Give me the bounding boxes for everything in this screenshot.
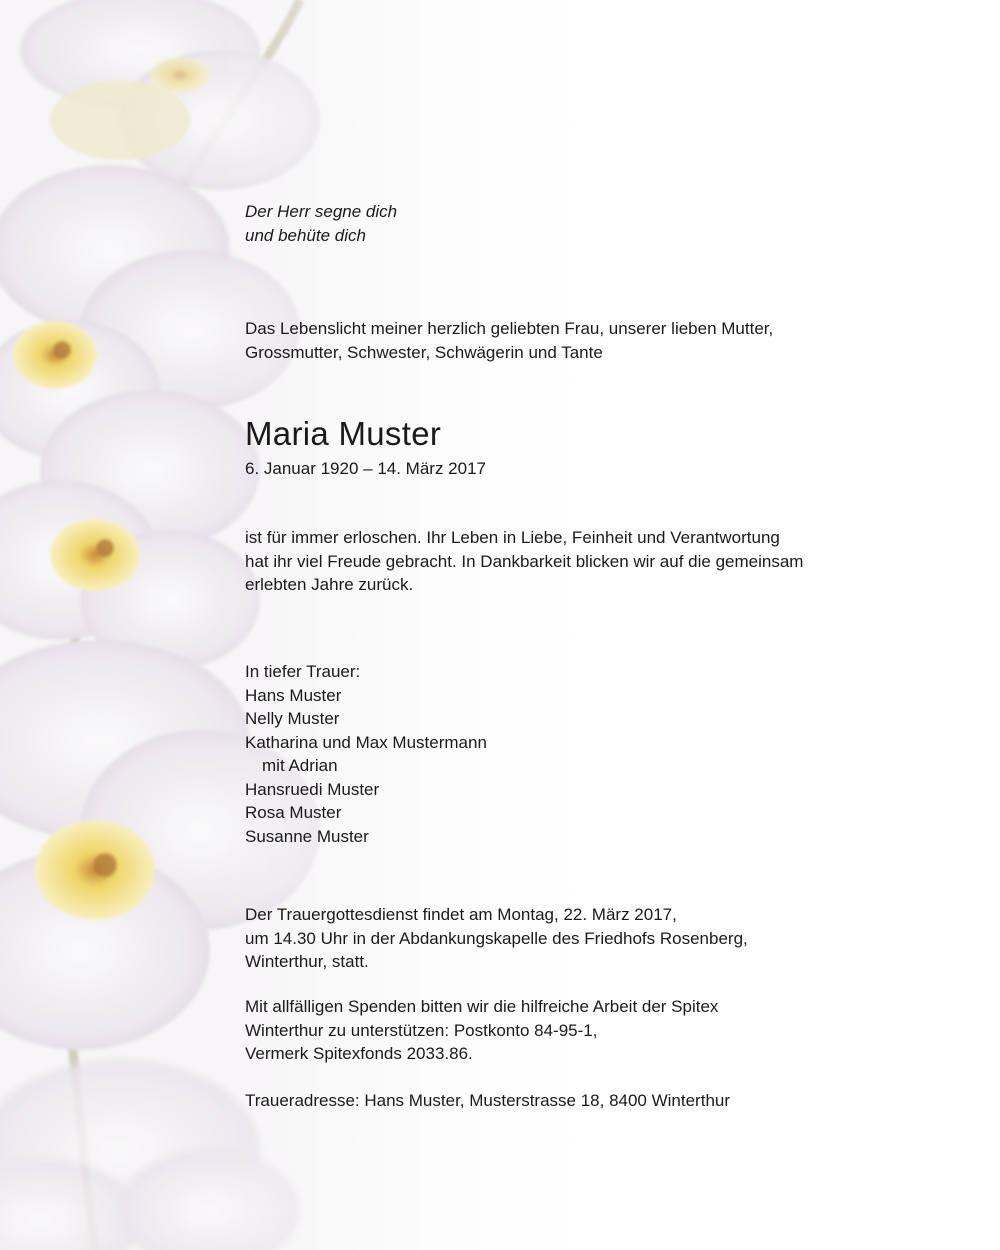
mourning-address: Traueradresse: Hans Muster, Musterstrasse 18, 8400 Winterthur [245,1091,731,1110]
donation-line: Winterthur zu unterstützen: Postkonto 84-95-1, [245,1020,598,1040]
body-text [245,526,803,597]
service-line: um 14.30 Uhr in der Abdankungskapelle des Friedhofs Rosenberg, [245,928,748,948]
mourner-name: Katharina und Max Mustermann [245,732,487,752]
service-line: Winterthur, statt. [245,952,369,971]
donation-info [245,995,718,1066]
mourners-list [245,660,487,848]
mourner-name: Susanne Muster [245,826,369,846]
body-line: hat ihr viel Freude gebracht. In Dankbarkeit blicken wir auf die gemeinsam [245,551,804,571]
funeral-service-info [245,903,748,974]
motto-line: Der Herr segne dich [245,202,398,221]
intro-line: Das Lebenslicht meiner herzlich geliebten Frau, unserer lieben Mutter, [245,319,774,338]
mourner-name: Nelly Muster [245,709,340,728]
mourner-name: Hans Muster [245,685,342,705]
deceased-name: Maria Muster [245,415,442,452]
donation-line: Vermerk Spitexfonds 2033.86. [245,1044,473,1063]
mourner-name: Rosa Muster [245,803,342,822]
body-line: erlebten Jahre zurück. [245,575,414,594]
blessing-motto [245,200,397,247]
mourner-name: Hansruedi Muster [245,779,380,799]
intro-line: Grossmutter, Schwester, Schwägerin und Tante [245,342,603,362]
donation-line: Mit allfälligen Spenden bitten wir die hilfreiche Arbeit der Spitex [245,997,719,1016]
mourner-name: mit Adrian [262,756,338,775]
body-line: ist für immer erloschen. Ihr Leben in Liebe, Feinheit und Verantwortung [245,528,780,547]
life-dates: 6. Januar 1920 – 14. März 2017 [245,459,486,478]
intro-text [245,317,773,364]
service-line: Der Trauergottesdienst findet am Montag, 22. März 2017, [245,905,677,924]
motto-line: und behüte dich [245,225,366,245]
mourners-heading: In tiefer Trauer: [245,662,361,681]
